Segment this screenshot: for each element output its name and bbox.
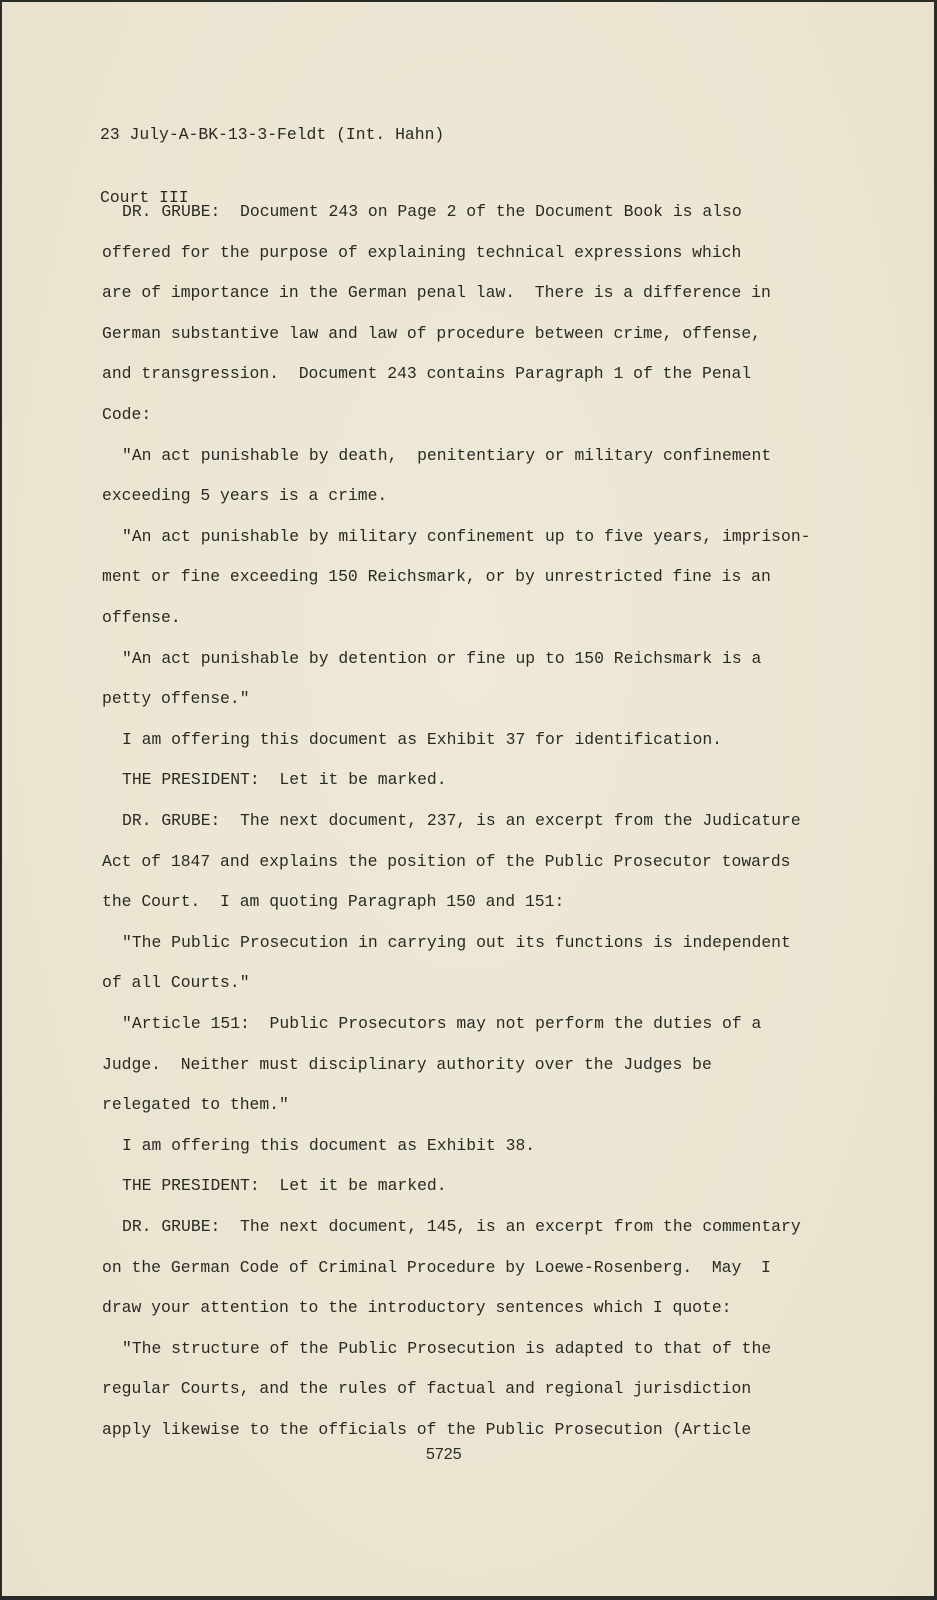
transcript-line: DR. GRUBE: The next document, 237, is an excerpt from the Judicature <box>122 811 801 830</box>
transcript-line: THE PRESIDENT: Let it be marked. <box>122 1176 447 1196</box>
transcript-line: of all Courts." <box>102 973 250 993</box>
transcript-line: "An act punishable by death, penitentiary or military confinement <box>122 445 772 465</box>
transcript-line: draw your attention to the introductory sentences which I quote: <box>102 1298 732 1318</box>
transcript-line: I am offering this document as Exhibit 38. <box>122 1135 536 1155</box>
document-page <box>2 2 934 1596</box>
transcript-line: "An act punishable by detention or fine up to 150 Reichsmark is a <box>122 648 762 668</box>
transcript-line: on the German Code of Criminal Procedure by Loewe-Rosenberg. May I <box>102 1257 771 1277</box>
page-number: 5725 <box>426 1446 462 1463</box>
transcript-line: I am offering this document as Exhibit 37 for identification. <box>122 729 722 749</box>
transcript-line: DR. GRUBE: The next document, 145, is an excerpt from the commentary <box>122 1217 801 1236</box>
transcript-line: "Article 151: Public Prosecutors may not perform the duties of a <box>122 1014 762 1033</box>
transcript-line: Code: <box>102 405 152 424</box>
transcript-line: DR. GRUBE: Document 243 on Page 2 of the Document Book is also <box>122 202 742 221</box>
transcript-line: apply likewise to the officials of the Public Prosecution (Article <box>102 1420 752 1439</box>
transcript-line: German substantive law and law of procedure between crime, offense, <box>102 323 762 343</box>
transcript-line: exceeding 5 years is a crime. <box>102 486 388 506</box>
transcript-line: offered for the purpose of explaining technical expressions which <box>102 242 742 262</box>
transcript-line: petty offense." <box>102 689 250 709</box>
transcript-line: "An act punishable by military confinement up to five years, imprison- <box>122 526 811 546</box>
transcript-line: and transgression. Document 243 contains Paragraph 1 of the Penal <box>102 364 752 384</box>
transcript-line: THE PRESIDENT: Let it be marked. <box>122 770 447 790</box>
transcript-line: relegated to them." <box>102 1095 289 1115</box>
transcript-line: are of importance in the German penal law. There is a difference in <box>102 283 771 303</box>
transcript-line: "The structure of the Public Prosecution is adapted to that of the <box>122 1338 772 1358</box>
header-court: Court III <box>100 188 189 207</box>
header-reference: 23 July-A-BK-13-3-Feldt (Int. Hahn) <box>100 125 445 144</box>
transcript-line: Act of 1847 and explains the position of the Public Prosecutor towards <box>102 851 791 871</box>
transcript-line: Judge. Neither must disciplinary authority over the Judges be <box>102 1054 712 1074</box>
transcript-line: "The Public Prosecution in carrying out its functions is independent <box>122 932 791 952</box>
transcript-line: offense. <box>102 608 181 627</box>
transcript-line: regular Courts, and the rules of factual and regional jurisdiction <box>102 1379 752 1399</box>
transcript-line: the Court. I am quoting Paragraph 150 and 151: <box>102 892 565 912</box>
document-header <box>100 82 444 250</box>
transcript-line: ment or fine exceeding 150 Reichsmark, or by unrestricted fine is an <box>102 567 771 587</box>
